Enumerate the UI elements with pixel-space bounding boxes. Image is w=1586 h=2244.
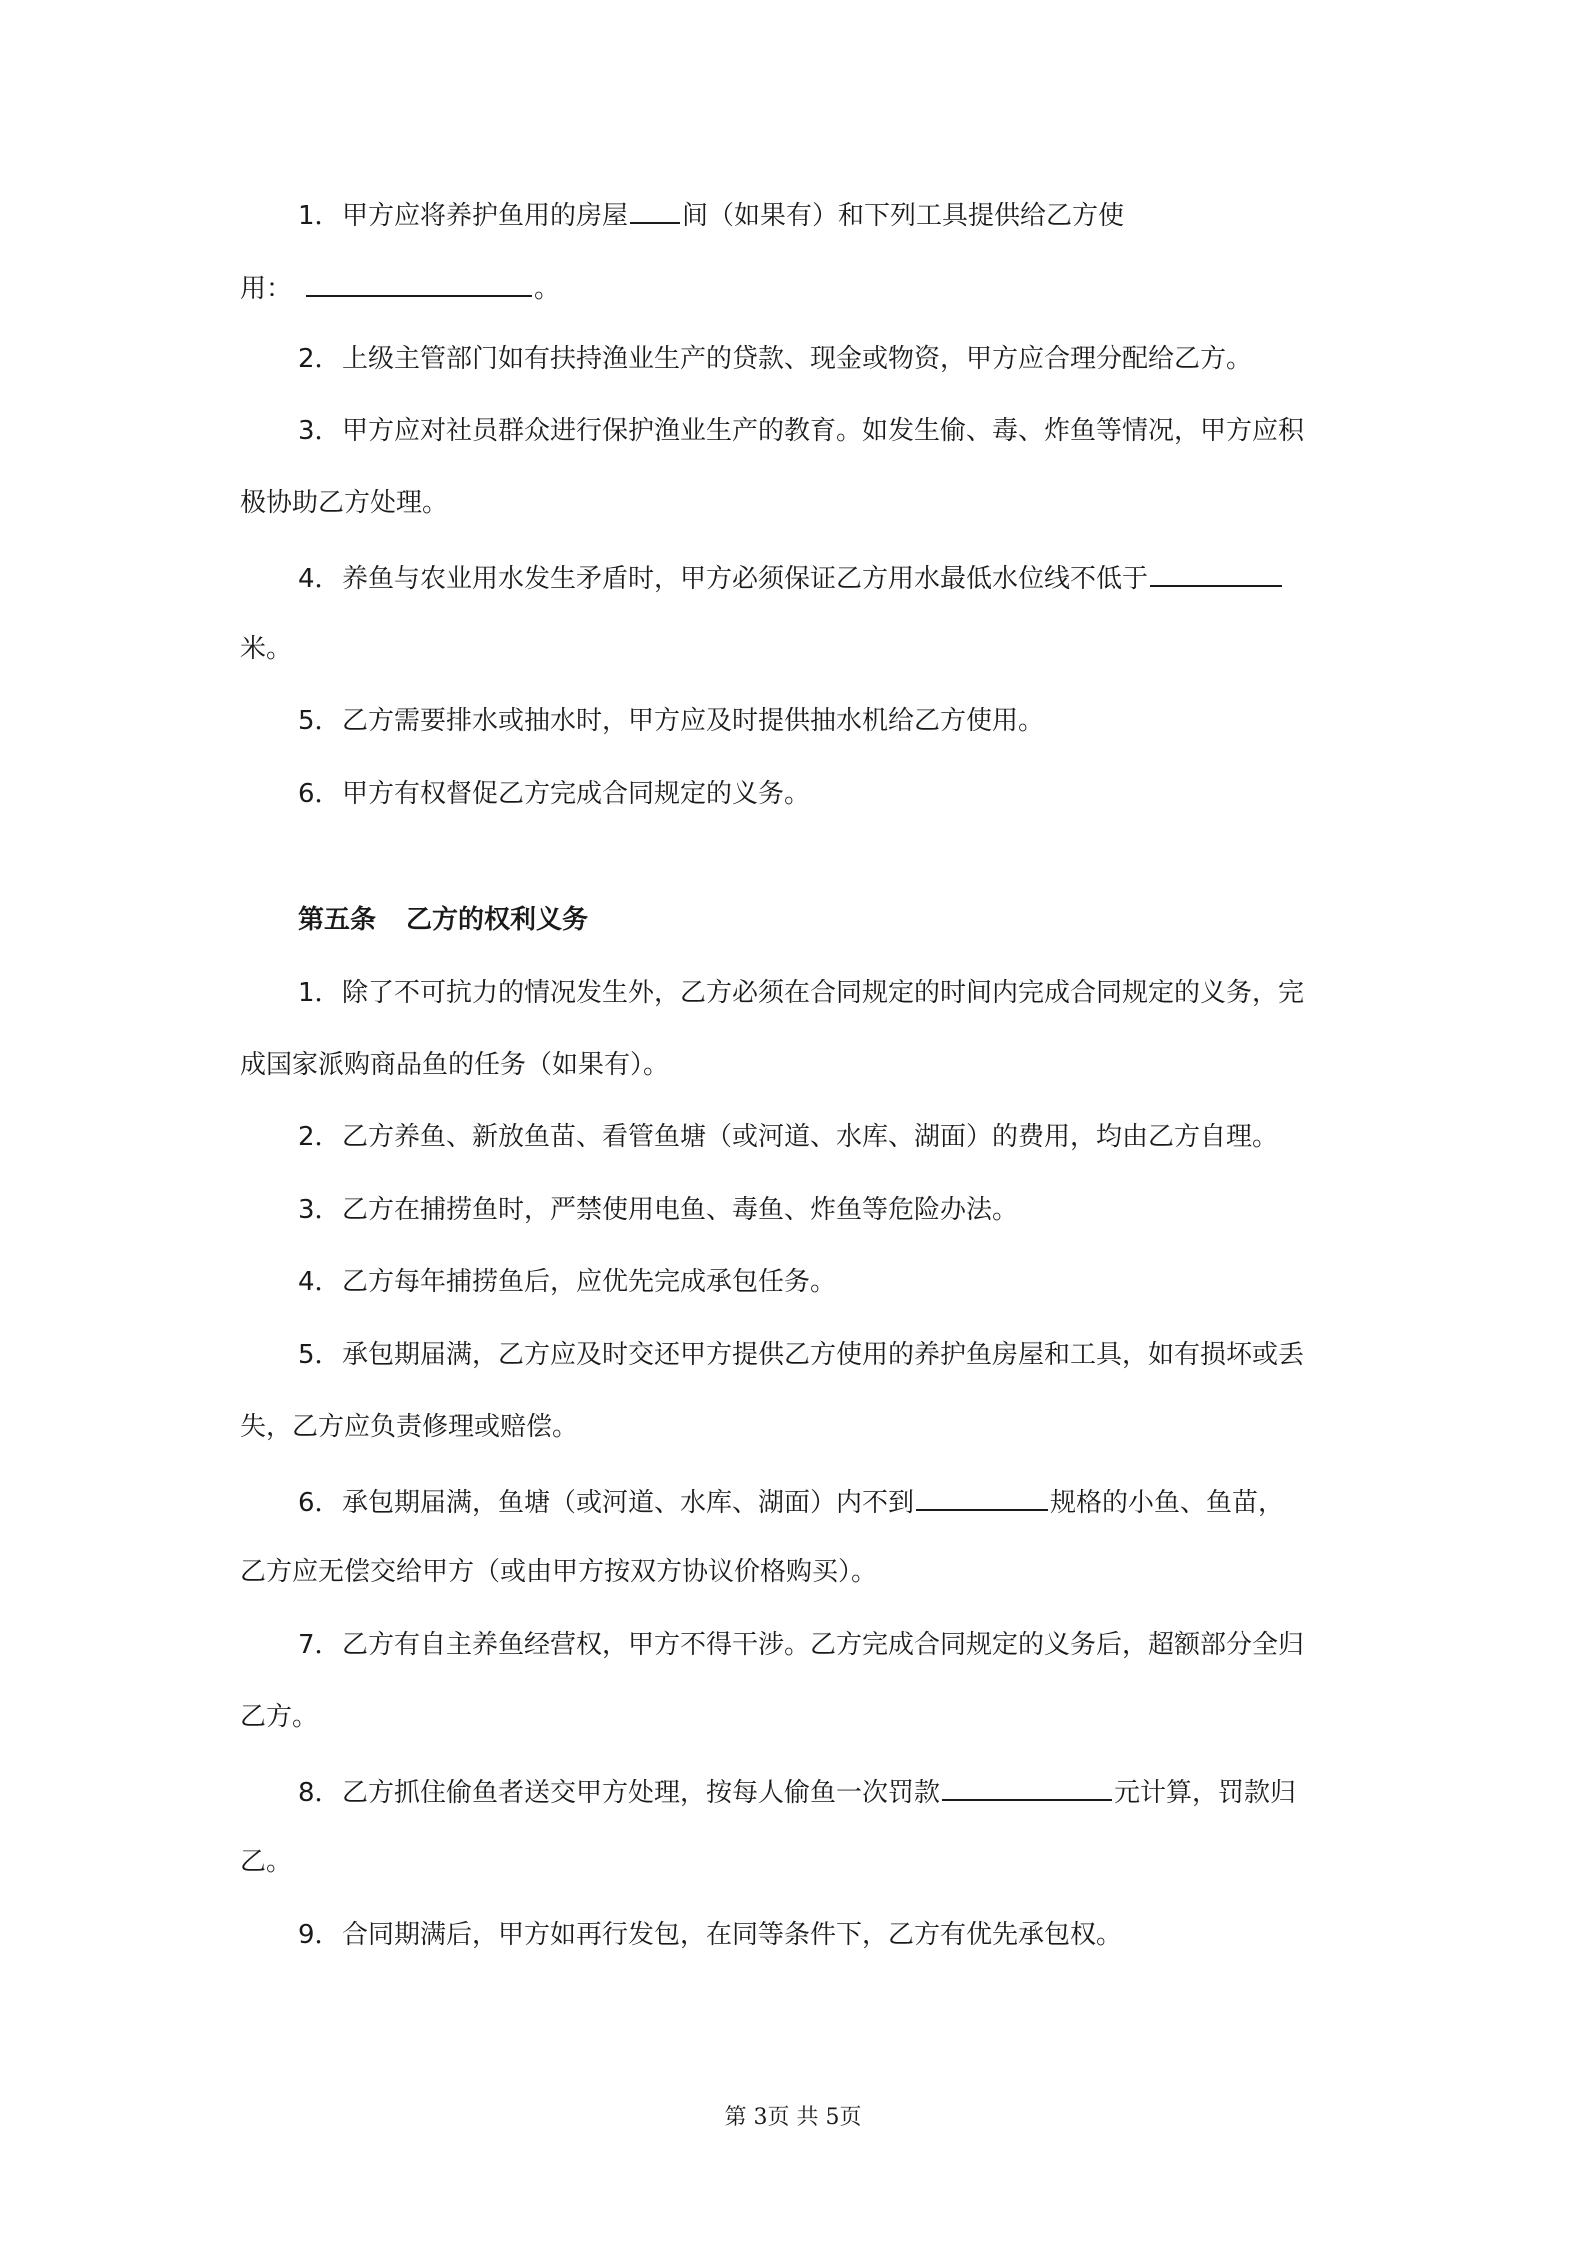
s5-item-5: 5．承包期届满，乙方应及时交还甲方提供乙方使用的养护鱼房屋和工具，如有损坏或丢 <box>298 1340 1305 1370</box>
s5-item-2: 2．乙方养鱼、新放鱼苗、看管鱼塘（或河道、水库、湖面）的费用，均由乙方自理。 <box>298 1122 1279 1152</box>
s5-item-8: 8．乙方抓住偷鱼者送交甲方处理，按每人偷鱼一次罚款 元计算，罚款归 <box>298 1773 1296 1810</box>
s5-item-8-cont: 乙。 <box>240 1847 293 1877</box>
blank-water-level <box>1150 559 1282 587</box>
s5-item-6-cont: 乙方应无偿交给甲方（或由甲方按双方协议价格购买）。 <box>240 1557 878 1587</box>
s5-item-7-cont: 乙方。 <box>240 1702 319 1732</box>
s5-item-6: 6．承包期届满，鱼塘（或河道、水库、湖面）内不到 规格的小鱼、鱼苗， <box>298 1483 1284 1520</box>
blank-tools <box>306 269 532 297</box>
section5-heading: 第五条 乙方的权利义务 <box>298 905 589 935</box>
s4-item-4-cont: 米。 <box>240 634 293 664</box>
s4-item-5: 5．乙方需要排水或抽水时，甲方应及时提供抽水机给乙方使用。 <box>298 706 1045 736</box>
s4-item-3-cont: 极协助乙方处理。 <box>240 488 449 518</box>
s4-item-1-cont: 用： 。 <box>240 269 560 306</box>
blank-fine-amount <box>942 1773 1112 1801</box>
page-footer: 第 3页 共 5页 <box>724 2105 862 2130</box>
s4-item-4: 4．养鱼与农业用水发生矛盾时，甲方必须保证乙方用水最低水位线不低于 <box>298 559 1284 596</box>
s4-item-6: 6．甲方有权督促乙方完成合同规定的义务。 <box>298 779 811 809</box>
blank-fish-size <box>916 1483 1048 1511</box>
s5-item-1-cont: 成国家派购商品鱼的任务（如果有）。 <box>240 1050 670 1080</box>
s4-item-2: 2．上级主管部门如有扶持渔业生产的贷款、现金或物资，甲方应合理分配给乙方。 <box>298 344 1253 374</box>
s4-item-3: 3．甲方应对社员群众进行保护渔业生产的教育。如发生偷、毒、炸鱼等情况，甲方应积 <box>298 416 1305 446</box>
s5-item-4: 4．乙方每年捕捞鱼后，应优先完成承包任务。 <box>298 1267 837 1297</box>
s5-item-7: 7．乙方有自主养鱼经营权，甲方不得干涉。乙方完成合同规定的义务后，超额部分全归 <box>298 1630 1305 1660</box>
blank-rooms <box>630 196 680 224</box>
s5-item-1: 1．除了不可抗力的情况发生外，乙方必须在合同规定的时间内完成合同规定的义务，完 <box>298 978 1305 1008</box>
s5-item-9: 9．合同期满后，甲方如再行发包，在同等条件下，乙方有优先承包权。 <box>298 1920 1123 1950</box>
s5-item-5-cont: 失，乙方应负责修理或赔偿。 <box>240 1412 579 1442</box>
s4-item-1: 1．甲方应将养护鱼用的房屋 间（如果有）和下列工具提供给乙方使 <box>298 196 1124 233</box>
s5-item-3: 3．乙方在捕捞鱼时，严禁使用电鱼、毒鱼、炸鱼等危险办法。 <box>298 1195 1019 1225</box>
